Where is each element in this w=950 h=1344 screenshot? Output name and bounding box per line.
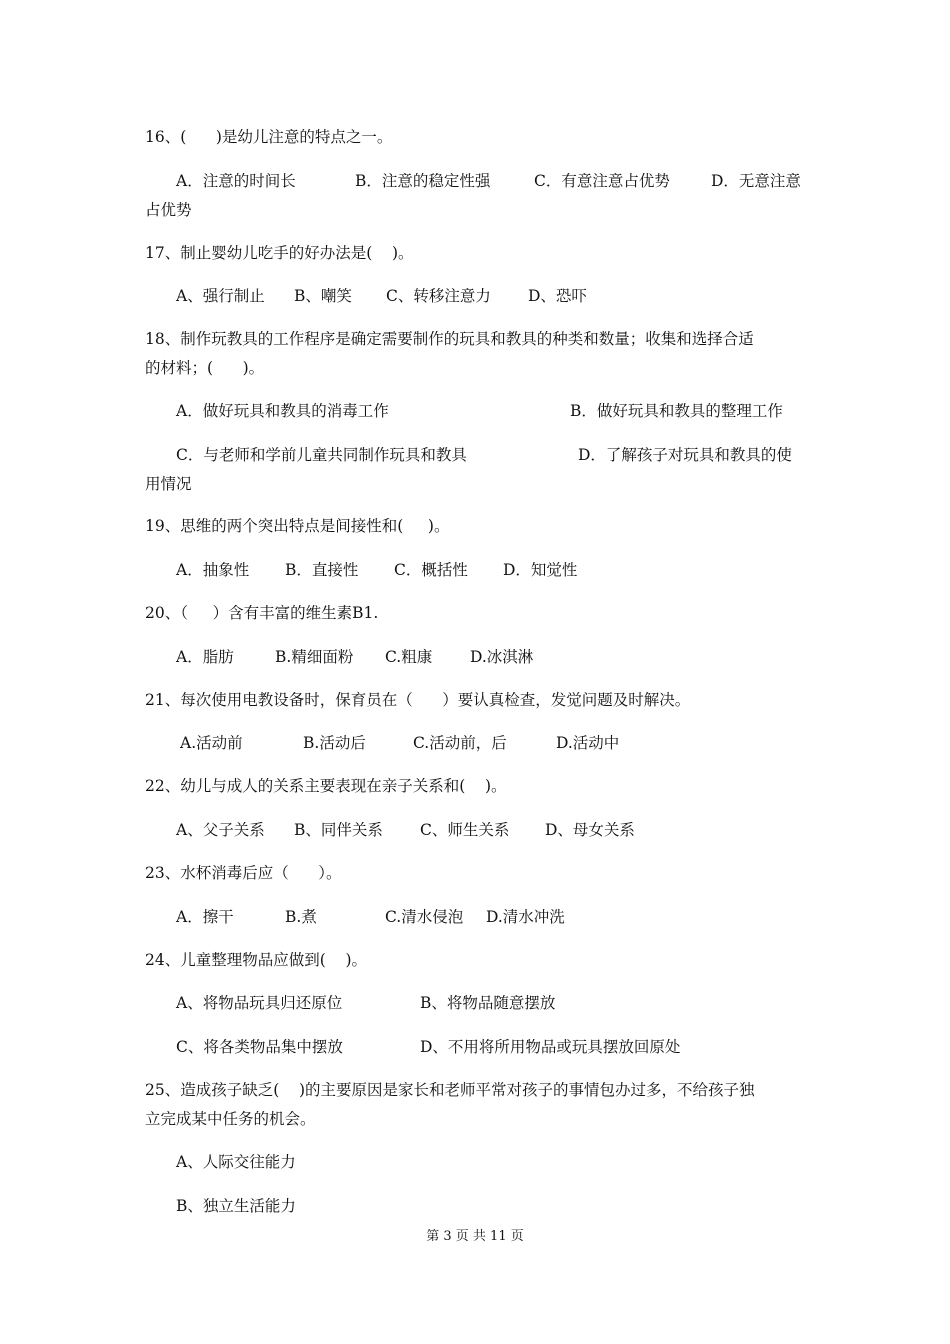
question-23-stem: 23、水杯消毒后应（ ）。 — [145, 864, 342, 882]
question-19-stem: 19、思维的两个突出特点是间接性和( )。 — [145, 517, 450, 535]
question-18-stem: 18、制作玩教具的工作程序是确定需要制作的玩具和教具的种类和数量；收集和选择合适 — [145, 330, 754, 348]
question-24-stem: 24、儿童整理物品应做到( )。 — [145, 951, 368, 969]
question-17-option-a: A、强行制止 — [176, 287, 265, 305]
question-16-option-a: A．注意的时间长 — [176, 172, 296, 190]
question-20-option-c: C.粗康 — [385, 648, 433, 666]
question-20-option-a: A．脂肪 — [176, 648, 234, 666]
question-24-option-b: B、将物品随意摆放 — [420, 994, 556, 1012]
question-18-option-a: A．做好玩具和教具的消毒工作 — [176, 402, 389, 420]
question-19-option-b: B．直接性 — [285, 561, 359, 579]
question-25-option-a: A、人际交往能力 — [176, 1153, 296, 1171]
question-23-option-b: B.煮 — [285, 908, 317, 926]
question-21-stem: 21、每次使用电教设备时，保育员在（ ）要认真检查，发觉问题及时解决。 — [145, 691, 691, 709]
question-18-option-d-cont: 用情况 — [145, 475, 192, 493]
question-21-option-d: D.活动中 — [556, 734, 620, 752]
question-19-option-d: D．知觉性 — [503, 561, 578, 579]
question-19-option-a: A．抽象性 — [176, 561, 250, 579]
question-21-option-c: C.活动前，后 — [413, 734, 507, 752]
question-25-stem-cont: 立完成某中任务的机会。 — [145, 1110, 316, 1128]
question-17-option-d: D、恐吓 — [528, 287, 587, 305]
question-16-stem: 16、( )是幼儿注意的特点之一。 — [145, 128, 393, 146]
question-16-option-b: B．注意的稳定性强 — [355, 172, 491, 190]
question-21-option-b: B.活动后 — [303, 734, 366, 752]
question-22-stem: 22、幼儿与成人的关系主要表现在亲子关系和( )。 — [145, 777, 507, 795]
question-23-option-d: D.清水冲洗 — [486, 908, 565, 926]
question-25-stem: 25、造成孩子缺乏( )的主要原因是家长和老师平常对孩子的事情包办过多，不给孩子独 — [145, 1081, 755, 1099]
question-18-option-d: D．了解孩子对玩具和教具的使 — [578, 446, 792, 464]
question-24-option-d: D、不用将所用物品或玩具摆放回原处 — [420, 1038, 681, 1056]
question-25-option-b: B、独立生活能力 — [176, 1197, 296, 1215]
page-number-footer: 第 3 页 共 11 页 — [426, 1229, 524, 1244]
question-17-stem: 17、制止婴幼儿吃手的好办法是( )。 — [145, 244, 414, 262]
question-19-option-c: C．概括性 — [394, 561, 468, 579]
question-22-option-d: D、母女关系 — [545, 821, 635, 839]
question-22-option-b: B、同伴关系 — [294, 821, 383, 839]
question-22-option-c: C、师生关系 — [420, 821, 510, 839]
question-24-option-c: C、将各类物品集中摆放 — [176, 1038, 343, 1056]
question-23-option-c: C.清水侵泡 — [385, 908, 464, 926]
question-22-option-a: A、父子关系 — [176, 821, 265, 839]
question-20-stem: 20、（ ）含有丰富的维生素B1. — [145, 604, 379, 622]
question-16-option-c: C．有意注意占优势 — [534, 172, 670, 190]
question-20-option-b: B.精细面粉 — [275, 648, 354, 666]
question-18-stem-cont: 的材料；( )。 — [145, 359, 265, 377]
question-18-option-b: B．做好玩具和教具的整理工作 — [570, 402, 783, 420]
question-17-option-b: B、嘲笑 — [294, 287, 352, 305]
question-17-option-c: C、转移注意力 — [386, 287, 491, 305]
question-16-option-d: D．无意注意 — [711, 172, 801, 190]
question-24-option-a: A、将物品玩具归还原位 — [176, 994, 343, 1012]
question-20-option-d: D.冰淇淋 — [470, 648, 534, 666]
question-23-option-a: A．擦干 — [176, 908, 234, 926]
question-16-option-d-cont: 占优势 — [145, 201, 192, 219]
question-21-option-a: A.活动前 — [180, 734, 243, 752]
question-18-option-c: C．与老师和学前儿童共同制作玩具和教具 — [176, 446, 467, 464]
